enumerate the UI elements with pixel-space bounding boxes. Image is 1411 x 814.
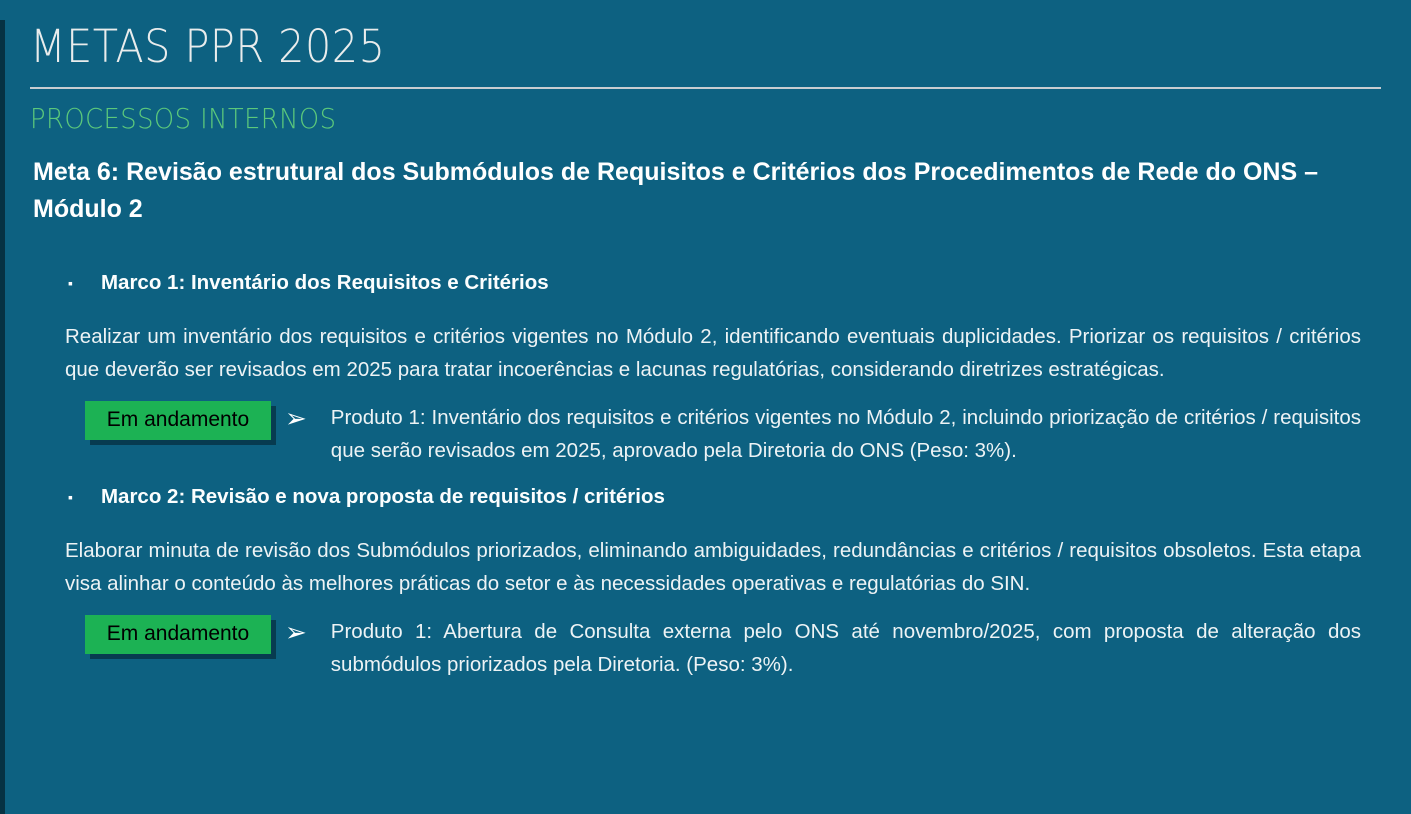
milestone-2-product: Produto 1: Abertura de Consulta externa pelo ONS até novembro/2025, com proposta de alteração dos submódulos priorizados pela Diretoria. (Peso: 3%).: [330, 620, 1361, 676]
milestone-1-header: [68, 271, 1363, 295]
page-title: [30, 20, 1381, 73]
title-divider: [30, 87, 1381, 89]
milestone-1-product: Produto 1: Inventário dos requisitos e critérios vigentes no Módulo 2, incluindo priorização de critérios / requisitos que serão revisados em 2025, aprovado pela Diretoria do ONS (Peso: 3%).: [330, 406, 1361, 462]
section-title-text: PROCESSOS INTERNOS: [30, 102, 337, 135]
milestone-1-description: Realizar um inventário dos requisitos e critérios vigentes no Módulo 2, identificando eventuais duplicidades. Priorizar os requisitos / critérios que deverão ser revisados em 2025 para tratar incoerências e lacunas regulatórias, considerando diretrizes estratégicas.: [65, 325, 1361, 381]
page-title-text: METAS PPR 2025: [30, 20, 386, 73]
arrow-bullet-icon: ➢: [285, 617, 307, 647]
milestone-1-product-row: [85, 401, 1361, 467]
square-bullet-icon: ▪: [68, 275, 73, 291]
milestone-1-label: Marco 1: Inventário dos Requisitos e Critérios: [100, 271, 549, 294]
status-badge: Em andamento: [85, 401, 271, 440]
milestone-2-label: Marco 2: Revisão e nova proposta de requisitos / critérios: [100, 485, 665, 508]
milestone-2-description: Elaborar minuta de revisão dos Submódulos priorizados, eliminando ambiguidades, redundâncias e critérios / requisitos obsoletos. Esta etapa visa alinhar o conteúdo às melhores práticas do setor e às necessidades operativas e regulatórias do SIN.: [65, 539, 1361, 595]
milestone-2-product-row: [85, 615, 1361, 681]
section-title: [30, 102, 1381, 135]
square-bullet-icon: ▪: [68, 489, 73, 505]
status-badge: Em andamento: [85, 615, 271, 654]
left-edge-accent: [0, 20, 5, 814]
meta-heading: Meta 6: Revisão estrutural dos Submódulos de Requisitos e Critérios dos Procedimentos de Rede do ONS – Módulo 2: [33, 158, 1318, 223]
milestone-2-header: [68, 485, 1363, 509]
arrow-bullet-icon: ➢: [285, 403, 307, 433]
